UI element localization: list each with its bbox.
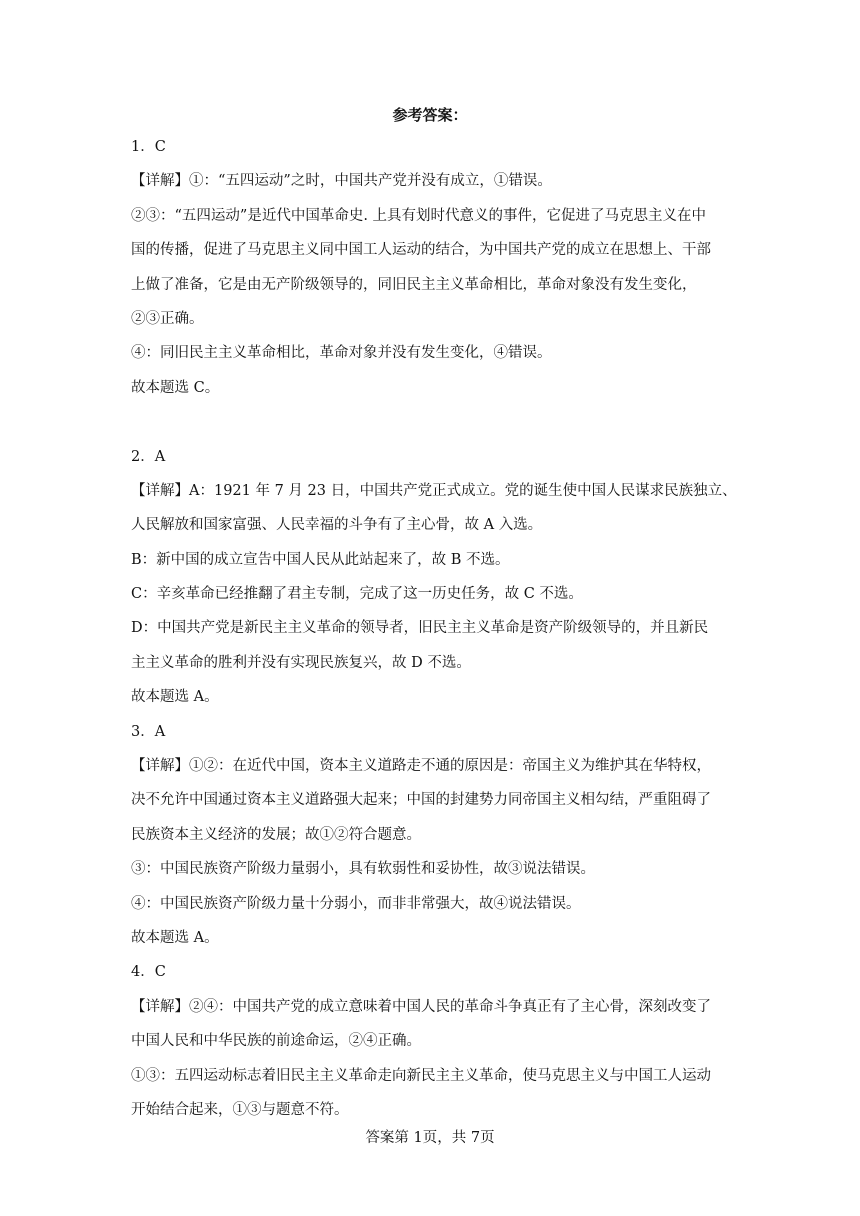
- page-footer: 答案第 1页，共 7页: [365, 1130, 495, 1146]
- section-spacer: [131, 405, 741, 439]
- answer-2-number: 2．A: [131, 448, 166, 465]
- answer-2-line: D：中国共产党是新民主主义革命的领导者，旧民主主义革命是资产阶级领导的，并且新民: [131, 620, 709, 637]
- answer-3-line: 故本题选 A。: [131, 929, 219, 946]
- answer-4-line: 开始结合起来，①③与题意不符。: [131, 1101, 349, 1118]
- answer-2-line: 主主义革命的胜利并没有实现民族复兴，故 D 不选。: [131, 654, 471, 671]
- answer-3-line: ④：中国民族资产阶级力量十分弱小，而非非常强大，故④说法错误。: [131, 895, 581, 912]
- answer-4-line: ①③：五四运动标志着旧民主主义革命走向新民主主义革命，使马克思主义与中国工人运动: [131, 1067, 711, 1084]
- answer-1-line: 国的传播，促进了马克思主义同中国工人运动的结合，为中国共产党的成立在思想上、干部: [131, 242, 711, 259]
- answer-1-line: ②③：“五四运动”是近代中国革命史. 上具有划时代意义的事件，它促进了马克思主义在中: [131, 207, 707, 224]
- answer-3-line: 民族资本主义经济的发展；故①②符合题意。: [131, 826, 421, 843]
- answer-3-number: 3．A: [131, 723, 166, 740]
- page-title: 参考答案：: [392, 106, 468, 124]
- answer-3-line: 决不允许中国通过资本主义道路强大起来；中国的封建势力同帝国主义相勾结，严重阻碍了: [131, 792, 711, 809]
- answer-2-line: C：辛亥革命已经推翻了君主专制，完成了这一历史任务，故 C 不选。: [131, 586, 583, 603]
- answer-3-line: ③：中国民族资产阶级力量弱小，具有软弱性和妥协性，故③说法错误。: [131, 861, 595, 878]
- answer-3-line: 【详解】①②：在近代中国，资本主义道路走不通的原因是：帝国主义为维护其在华特权，: [131, 758, 711, 775]
- answer-1-line: 故本题选 C。: [131, 379, 220, 396]
- answer-list: [131, 130, 741, 1127]
- answer-1-line: 上做了准备，它是由无产阶级领导的，同旧民主主义革命相比，革命对象没有发生变化，: [131, 276, 697, 293]
- answer-2-line: 人民解放和国家富强、人民幸福的斗争有了主心骨，故 A 入选。: [131, 517, 543, 534]
- answer-4-line: 中国人民和中华民族的前途命运，②④正确。: [131, 1033, 421, 1050]
- answer-1-number: 1．C: [131, 139, 166, 155]
- answer-1-line: ②③正确。: [131, 310, 204, 327]
- answer-4-line: 【详解】②④：中国共产党的成立意味着中国人民的革命斗争真正有了主心骨，深刻改变了: [131, 998, 711, 1015]
- answer-2-line: 【详解】A：1921 年 7 月 23 日，中国共产党正式成立。党的诞生使中国人民谋求民族独立、: [131, 482, 737, 499]
- answer-2-line: B：新中国的成立宣告中国人民从此站起来了，故 B 不选。: [131, 551, 510, 568]
- answer-4-number: 4．C: [131, 964, 166, 981]
- answer-2-line: 故本题选 A。: [131, 689, 219, 706]
- answer-1-line: 【详解】①：“五四运动”之时，中国共产党并没有成立，①错误。: [131, 173, 552, 190]
- answer-1-line: ④：同旧民主主义革命相比，革命对象并没有发生变化，④错误。: [131, 345, 552, 362]
